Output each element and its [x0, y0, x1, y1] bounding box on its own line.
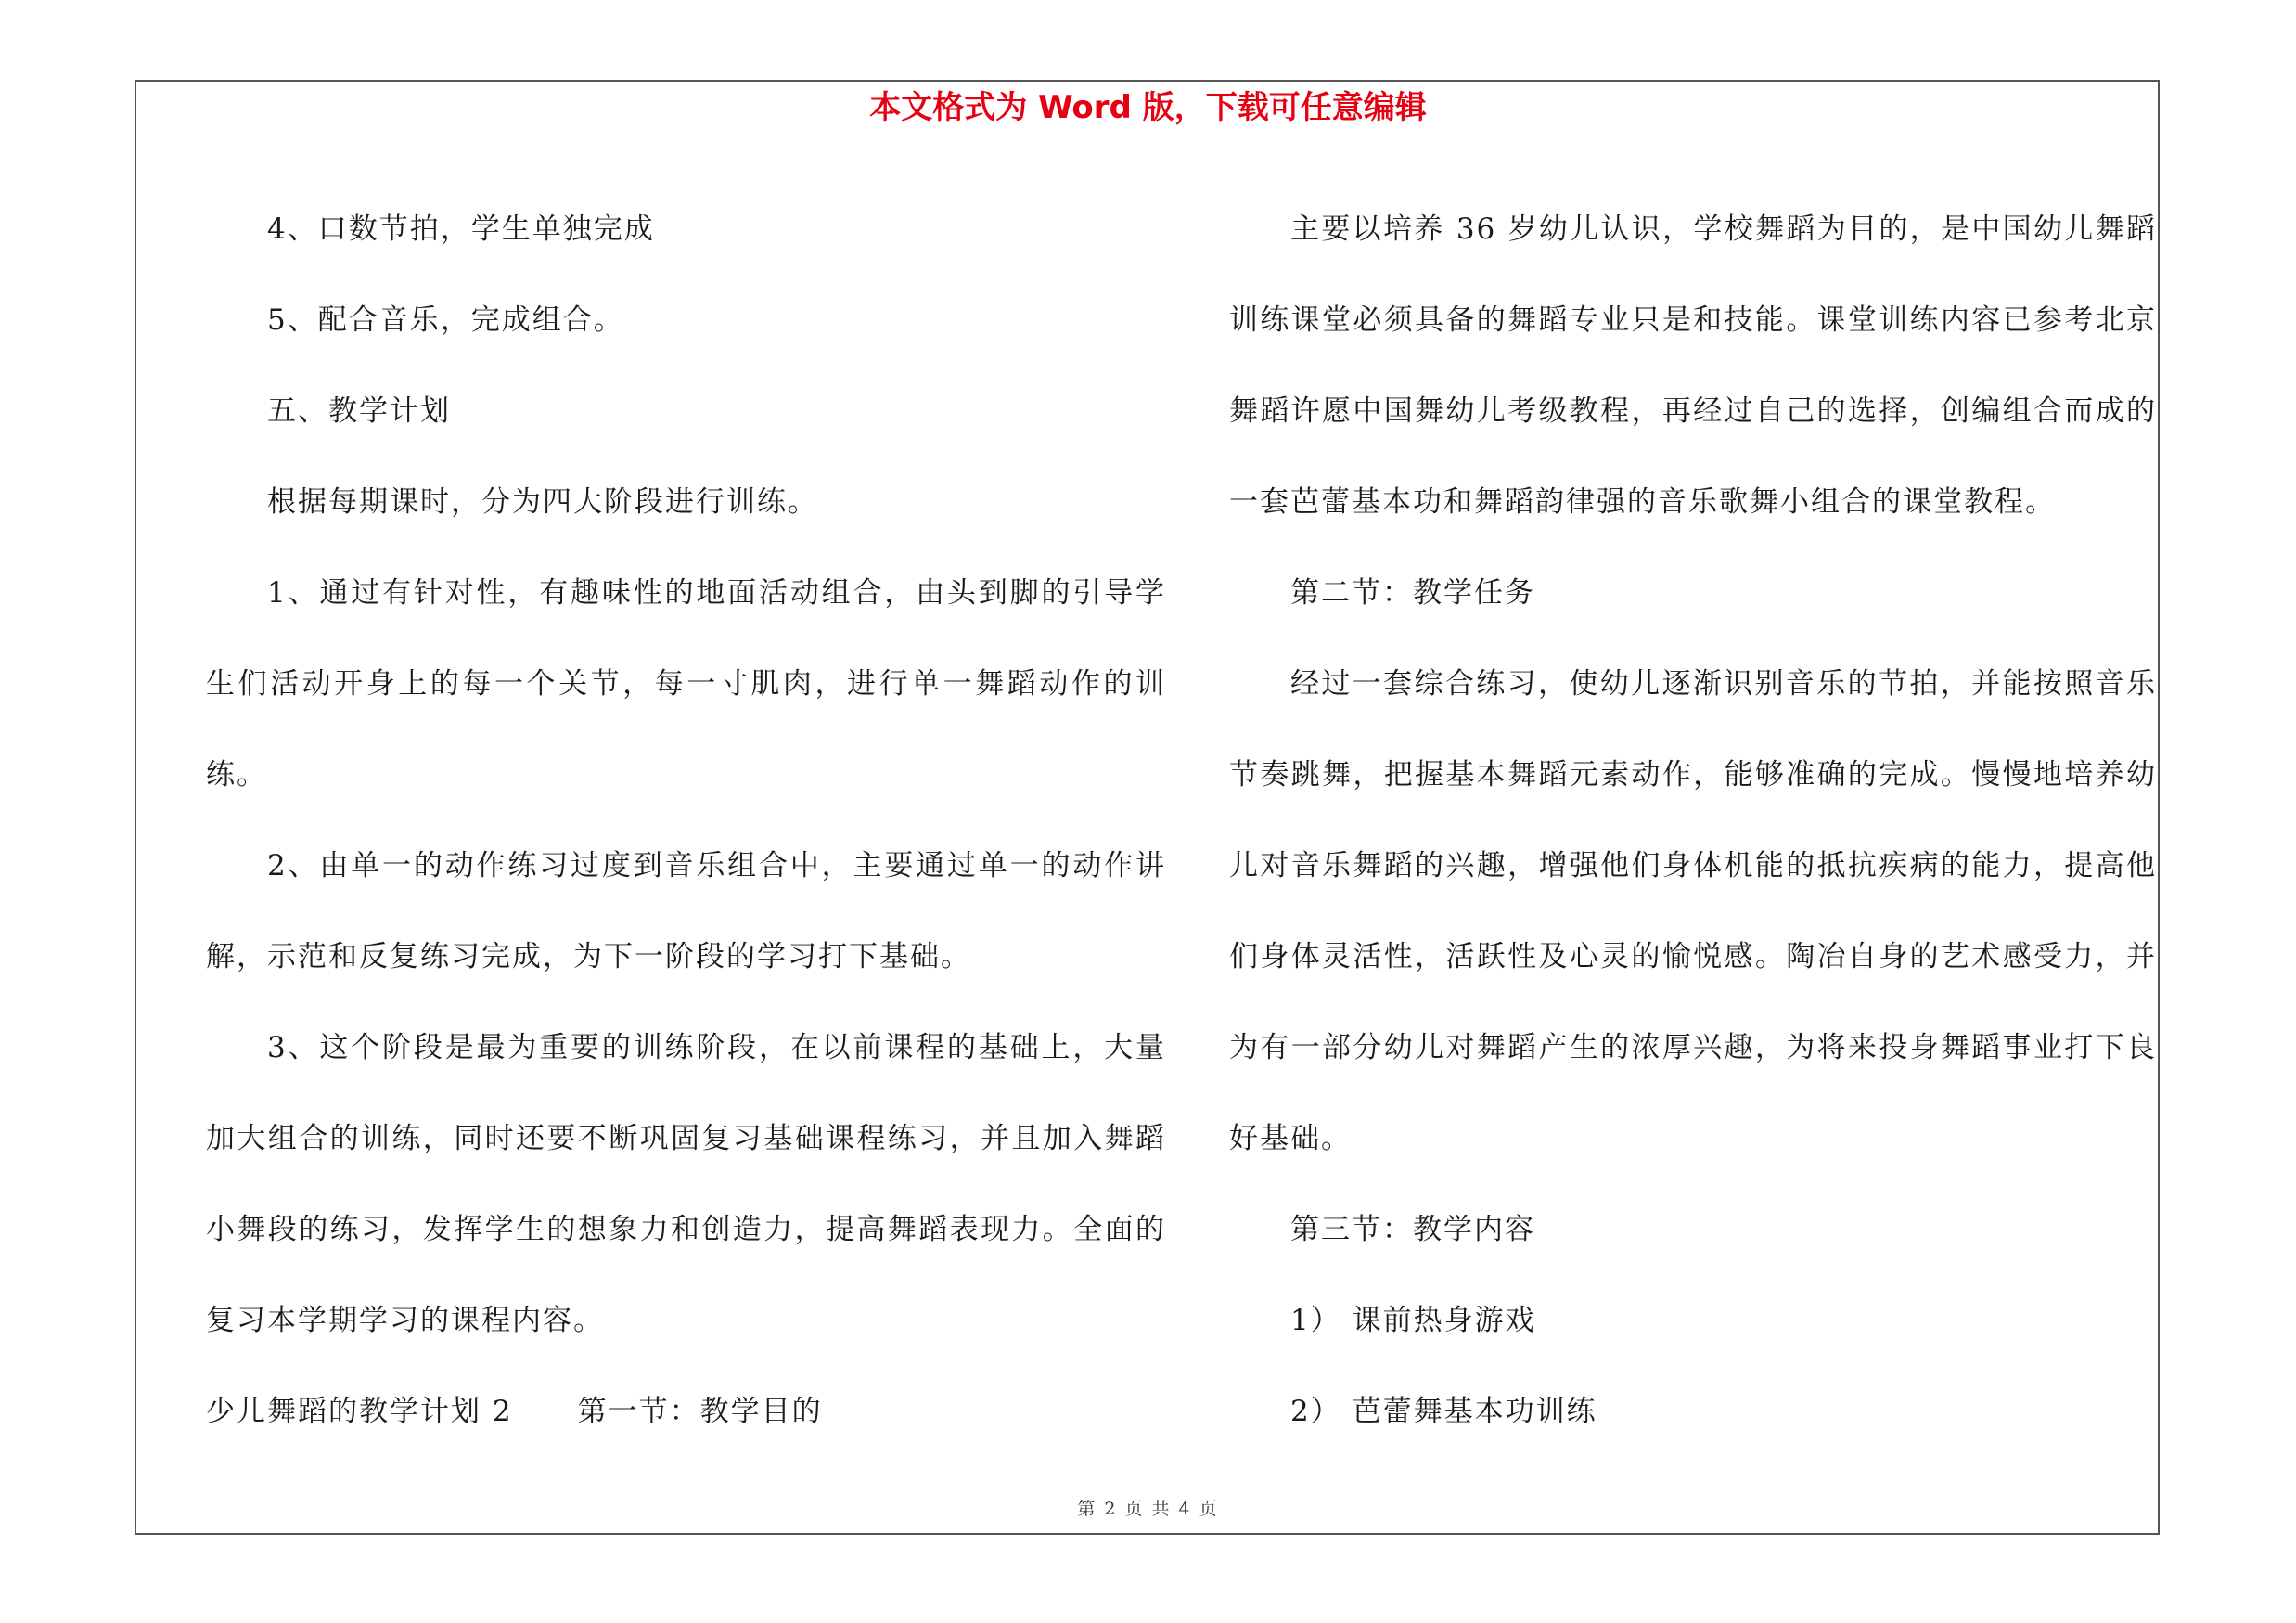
list-item: 2） 芭蕾舞基本功训练 [1290, 1395, 1597, 1428]
paragraph: 4、口数节拍，学生单独完成 [267, 213, 655, 246]
paragraph: 5、配合音乐，完成组合。 [267, 303, 624, 337]
paragraph: 2、由单一的动作练习过度到音乐组合中，主要通过单一的动作讲解，示范和反复练习完成，为下一阶段的学习打下基础。 [206, 849, 1166, 973]
paragraph: 根据每期课时，分为四大阶段进行训练。 [267, 485, 818, 519]
left-text-column [206, 184, 1166, 1457]
right-text-column [1229, 184, 2157, 1457]
paragraph: 经过一套综合练习，使幼儿逐渐识别音乐的节拍，并能按照音乐节奏跳舞，把握基本舞蹈元素动作，能够准确的完成。慢慢地培养幼儿对音乐舞蹈的兴趣，增强他们身体机能的抵抗疾病的能力，提高他们身体灵活性，活跃性及心灵的愉悦感。陶冶自身的艺术感受力，并为有一部分幼儿对舞蹈产生的浓厚兴趣，为将来投身舞蹈事业打下良好基础。 [1229, 667, 2157, 1155]
section-heading: 第一节：教学目的 [577, 1395, 823, 1428]
page-number-footer: 第 2 页 共 4 页 [1077, 1499, 1219, 1519]
section-heading: 第三节：教学内容 [1290, 1213, 1535, 1246]
paragraph: 主要以培养 36 岁幼儿认识，学校舞蹈为目的，是中国幼儿舞蹈训练课堂必须具备的舞蹈专业只是和技能。课堂训练内容已参考北京舞蹈许愿中国舞幼儿考级教程，再经过自己的选择，创编组合而成的一套芭蕾基本功和舞蹈韵律强的音乐歌舞小组合的课堂教程。 [1229, 213, 2157, 519]
paragraph: 1、通过有针对性，有趣味性的地面活动组合，由头到脚的引导学生们活动开身上的每一个关节，每一寸肌肉，进行单一舞蹈动作的训练。 [206, 576, 1166, 792]
list-item: 1） 课前热身游戏 [1290, 1304, 1536, 1337]
section-heading: 第二节：教学任务 [1290, 576, 1535, 610]
paragraph: 3、这个阶段是最为重要的训练阶段，在以前课程的基础上，大量加大组合的训练，同时还要不断巩固复习基础课程练习，并且加入舞蹈小舞段的练习，发挥学生的想象力和创造力，提高舞蹈表现力。全面的复习本学期学习的课程内容。 [206, 1031, 1166, 1337]
format-notice-banner: 本文格式为 Word 版，下载可任意编辑 [869, 89, 1427, 126]
document-subtitle-line [206, 1366, 1166, 1457]
section-heading: 五、教学计划 [267, 394, 451, 428]
document-subtitle: 少儿舞蹈的教学计划 2 [206, 1395, 513, 1428]
